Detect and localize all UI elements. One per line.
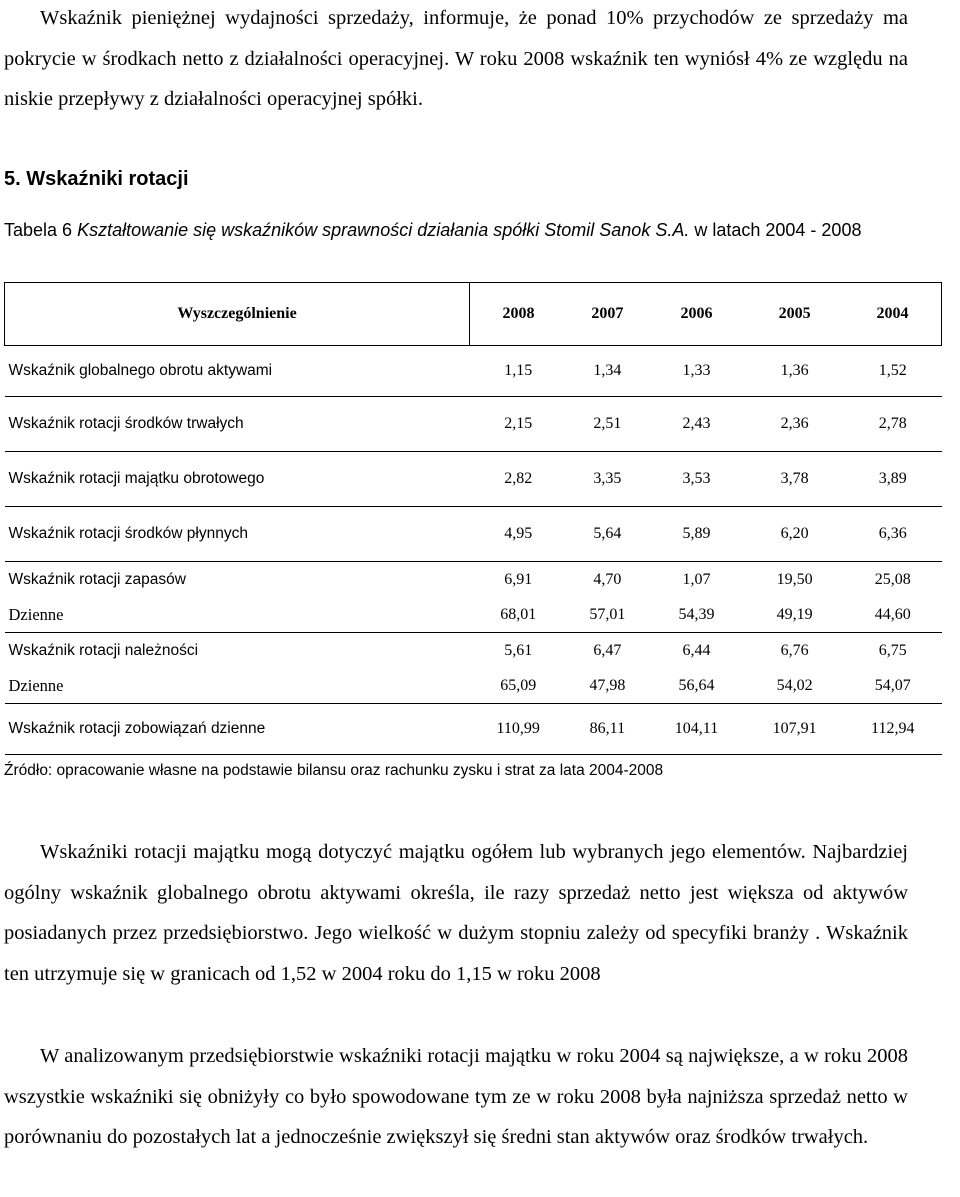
cell-value: 49,19 bbox=[745, 597, 844, 633]
cell-value: 6,47 bbox=[593, 641, 622, 659]
header-year: 2004 bbox=[844, 283, 941, 346]
cell-value: 65,09 bbox=[470, 668, 567, 704]
body-paragraph-text: W analizowanym przedsiębiorstwie wskaźniki rotacji majątku w roku 2004 są największe, a w roku 2008 wszystkie wskaźniki się obniżyły co było spowodowane tym ze w roku 2008 była najniższa sprzedaż netto w porównaniu do pozostałych lat a jednocześnie zwiększył się średni stan aktywów oraz środków trwałych. bbox=[4, 1045, 908, 1148]
table-caption-title: Kształtowanie się wskaźników sprawności działania spółki Stomil Sanok S.A. bbox=[77, 220, 690, 240]
cell-value: 2,51 bbox=[567, 397, 648, 452]
intro-paragraph-text: Wskaźnik pieniężnej wydajności sprzedaży, informuje, że ponad 10% przychodów ze sprzedaży ma pokrycie w środkach netto z działalności operacyjnej. W roku 2008 wskaźnik ten wyniósł 4% ze względu na niskie przepływy z działalności operacyjnej spółki. bbox=[4, 7, 908, 110]
cell-value: 3,53 bbox=[648, 452, 745, 507]
table-caption-prefix: Tabela 6 bbox=[4, 220, 78, 240]
body-paragraph bbox=[4, 832, 908, 994]
cell-value: 54,02 bbox=[745, 668, 844, 704]
cell-value: 5,61 bbox=[504, 641, 533, 659]
header-year: 2006 bbox=[648, 283, 745, 346]
cell-value: 5,89 bbox=[648, 507, 745, 562]
cell-value: 54,39 bbox=[648, 597, 745, 633]
cell-value: 6,91 bbox=[504, 570, 533, 588]
row-label: Wskaźnik globalnego obrotu aktywami bbox=[5, 346, 470, 397]
cell-value: 19,50 bbox=[776, 570, 813, 588]
source-note: Źródło: opracowanie własne na podstawie bilansu oraz rachunku zysku i strat za lata 2004-2008 bbox=[4, 762, 664, 779]
cell-value: 6,44 bbox=[682, 641, 711, 659]
row-label: Wskaźnik rotacji środków płynnych bbox=[5, 507, 470, 562]
cell-value: 110,99 bbox=[470, 704, 567, 755]
body-paragraph bbox=[4, 1036, 908, 1158]
cell-value: 3,35 bbox=[567, 452, 648, 507]
cell-value: 4,70 bbox=[593, 570, 622, 588]
table-caption bbox=[4, 214, 934, 247]
cell-value: 6,76 bbox=[780, 641, 809, 659]
cell-value: 2,78 bbox=[844, 397, 941, 452]
row-label: Wskaźnik rotacji zobowiązań dzienne bbox=[5, 704, 470, 755]
row-label: Dzienne bbox=[5, 668, 470, 704]
cell-value: 5,64 bbox=[567, 507, 648, 562]
row-label: Wskaźnik rotacji majątku obrotowego bbox=[5, 452, 470, 507]
cell-value: 68,01 bbox=[470, 597, 567, 633]
table-row bbox=[5, 452, 942, 507]
row-label: Wskaźnik rotacji środków trwałych bbox=[5, 397, 470, 452]
cell-value: 3,89 bbox=[844, 452, 941, 507]
table-row bbox=[5, 633, 942, 669]
cell-value: 1,52 bbox=[844, 346, 941, 397]
row-label: Dzienne bbox=[5, 597, 470, 633]
body-paragraph-text: Wskaźniki rotacji majątku mogą dotyczyć majątku ogółem lub wybranych jego elementów. Najbardziej ogólny wskaźnik globalnego obrotu aktywami określa, ile razy sprzedaż netto jest większa od aktywów posiadanych przez przedsiębiorstwo. Jego wielkość w dużym stopniu zależy od specyfiki branży . Wskaźnik ten utrzymuje się w granicach od 1,52 w 2004 roku do 1,15 w roku 2008 bbox=[4, 841, 908, 985]
cell-value: 47,98 bbox=[567, 668, 648, 704]
header-year: 2005 bbox=[745, 283, 844, 346]
cell-value: 6,20 bbox=[745, 507, 844, 562]
row-label: Wskaźnik rotacji zapasów bbox=[8, 570, 186, 588]
cell-value: 2,43 bbox=[648, 397, 745, 452]
cell-value: 86,11 bbox=[567, 704, 648, 755]
table-caption-suffix: w latach 2004 - 2008 bbox=[689, 220, 862, 240]
cell-value: 54,07 bbox=[844, 668, 941, 704]
section-heading: 5. Wskaźniki rotacji bbox=[4, 168, 189, 190]
cell-value: 6,75 bbox=[878, 641, 907, 659]
cell-value: 1,34 bbox=[567, 346, 648, 397]
cell-value: 1,33 bbox=[648, 346, 745, 397]
cell-value: 2,82 bbox=[470, 452, 567, 507]
header-year: 2007 bbox=[567, 283, 648, 346]
header-label: Wyszczególnienie bbox=[5, 283, 470, 346]
cell-value: 107,91 bbox=[745, 704, 844, 755]
table-row bbox=[5, 397, 942, 452]
intro-paragraph bbox=[4, 0, 908, 120]
table-row bbox=[5, 346, 942, 397]
cell-value: 104,11 bbox=[648, 704, 745, 755]
table-row bbox=[5, 597, 942, 633]
cell-value: 44,60 bbox=[844, 597, 941, 633]
cell-value: 2,15 bbox=[470, 397, 567, 452]
table-row bbox=[5, 507, 942, 562]
cell-value: 2,36 bbox=[745, 397, 844, 452]
cell-value: 1,15 bbox=[470, 346, 567, 397]
header-year: 2008 bbox=[470, 283, 567, 346]
cell-value: 4,95 bbox=[470, 507, 567, 562]
table-header-row bbox=[5, 283, 942, 346]
cell-value: 25,08 bbox=[874, 570, 911, 588]
cell-value: 1,07 bbox=[682, 570, 711, 588]
table-row bbox=[5, 668, 942, 704]
row-label: Wskaźnik rotacji należności bbox=[8, 641, 199, 659]
cell-value: 57,01 bbox=[567, 597, 648, 633]
table-row bbox=[5, 562, 942, 598]
cell-value: 3,78 bbox=[745, 452, 844, 507]
cell-value: 56,64 bbox=[648, 668, 745, 704]
table-row bbox=[5, 704, 942, 755]
cell-value: 6,36 bbox=[844, 507, 941, 562]
rotation-ratios-table bbox=[4, 282, 942, 755]
cell-value: 112,94 bbox=[844, 704, 941, 755]
cell-value: 1,36 bbox=[745, 346, 844, 397]
